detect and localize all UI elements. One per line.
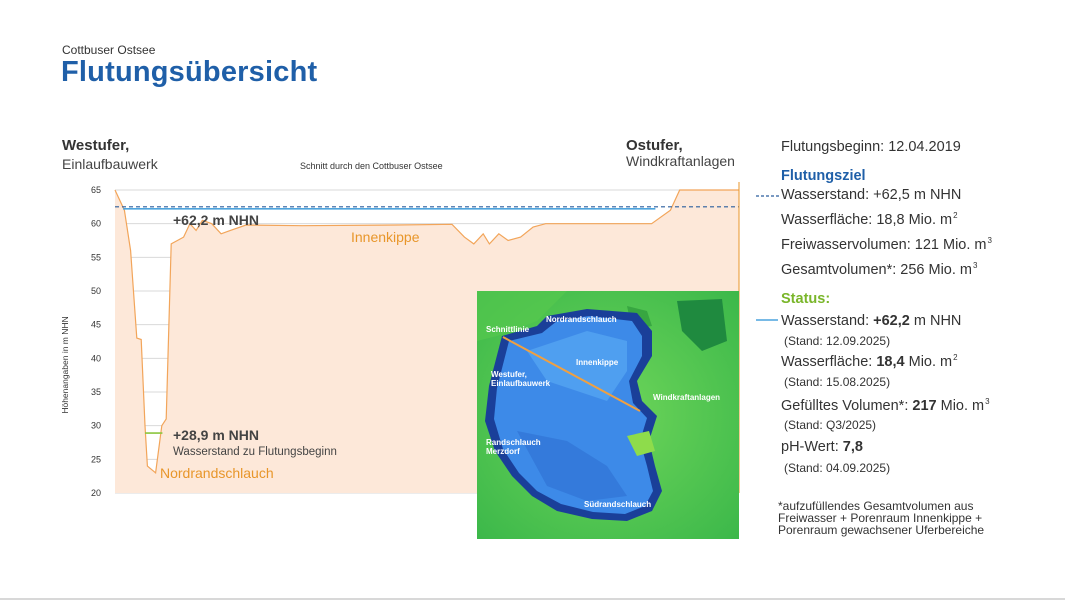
map-label-innenkippe: Innenkippe xyxy=(576,358,619,367)
status-ph xyxy=(781,439,863,455)
current-level-annotation: +62,2 m NHN xyxy=(173,212,259,228)
sup-3: 3 xyxy=(987,236,992,245)
east-shore-label: Ostufer, xyxy=(626,137,683,154)
west-shore-sublabel: Einlaufbauwerk xyxy=(62,156,158,172)
flooding-start: Flutungsbeginn: 12.04.2019 xyxy=(781,139,961,155)
map-label-nordrandschlauch: Nordrandschlauch xyxy=(546,315,617,324)
status-volume-unit: Mio. m xyxy=(940,398,985,414)
status-water-area-unit: Mio. m xyxy=(908,354,953,370)
status-heading: Status: xyxy=(781,291,831,307)
y-tick-label: 20 xyxy=(90,488,101,498)
status-ph-value: 7,8 xyxy=(842,439,863,455)
status-water-area-date: (Stand: 15.08.2025) xyxy=(784,375,891,389)
sup-2: 2 xyxy=(953,211,958,220)
west-shore-label: Westufer, xyxy=(62,137,130,154)
y-tick-label: 40 xyxy=(90,353,101,364)
map-label-windkraftanlagen: Windkraftanlagen xyxy=(653,393,721,402)
current-level-legend-swatch xyxy=(756,318,778,322)
map-label-schnittlinie: Schnittlinie xyxy=(486,325,530,334)
y-tick-label: 65 xyxy=(90,185,101,195)
status-volume-value: 217 xyxy=(912,398,937,414)
y-axis-ticks xyxy=(91,185,101,498)
status-water-level-label: Wasserstand: xyxy=(781,313,870,329)
page-subtitle: Cottbuser Ostsee xyxy=(62,43,156,57)
y-tick-label: 60 xyxy=(90,218,101,229)
footnote-line: Freiwasser + Porenraum Innenkippe + xyxy=(778,511,983,525)
y-tick-label: 30 xyxy=(90,420,101,431)
status-water-level xyxy=(781,313,961,329)
footnote xyxy=(778,500,1018,536)
target-heading: Flutungsziel xyxy=(781,168,866,184)
status-ph-date: (Stand: 04.09.2025) xyxy=(784,461,891,475)
map-label-randschlauch: Randschlauch xyxy=(486,438,541,447)
status-water-area-value: 18,4 xyxy=(876,354,905,370)
map-label-merzdorf: Merzdorf xyxy=(486,447,520,456)
y-tick-label: 55 xyxy=(90,252,101,263)
nordrandschlauch-label: Nordrandschlauch xyxy=(160,465,274,481)
target-water-area-label: Wasserfläche: 18,8 Mio. m xyxy=(781,212,953,228)
sup-3: 3 xyxy=(985,397,990,406)
sup-3: 3 xyxy=(973,261,978,270)
map-label-suedrandschlauch: Südrandschlauch xyxy=(584,500,652,509)
status-water-level-unit: m NHN xyxy=(913,313,962,329)
status-volume xyxy=(781,397,990,414)
status-water-level-date: (Stand: 12.09.2025) xyxy=(784,334,891,348)
map-label-einlaufbauwerk: Einlaufbauwerk xyxy=(491,379,551,388)
status-ph-label: pH-Wert: xyxy=(781,439,839,455)
target-total-volume xyxy=(781,261,977,278)
start-level-note: Wasserstand zu Flutungsbeginn xyxy=(173,446,337,458)
map-label-westufer: Westufer, xyxy=(491,370,527,379)
y-tick-label: 35 xyxy=(90,387,101,397)
y-axis-label: Höhenangaben in m NHN xyxy=(60,316,70,414)
east-shore-sublabel: Windkraftanlagen xyxy=(626,153,735,169)
status-volume-date: (Stand: Q3/2025) xyxy=(784,418,877,432)
lake-map-inset xyxy=(477,291,739,539)
sup-2: 2 xyxy=(953,353,958,362)
target-level-legend-swatch xyxy=(756,194,780,198)
status-volume-label: Gefülltes Volumen*: xyxy=(781,398,909,414)
y-tick-label: 50 xyxy=(90,286,101,296)
innenkippe-label: Innenkippe xyxy=(351,229,420,245)
start-level-annotation: +28,9 m NHN xyxy=(173,427,259,443)
y-tick-label: 25 xyxy=(90,454,101,465)
status-water-area-label: Wasserfläche: xyxy=(781,354,873,370)
footnote-line: *aufzufüllendes Gesamtvolumen aus xyxy=(778,499,974,513)
target-water-level: Wasserstand: +62,5 m NHN xyxy=(781,187,962,203)
status-water-area xyxy=(781,353,958,370)
y-tick-label: 45 xyxy=(90,319,101,330)
status-water-level-value: +62,2 xyxy=(873,313,910,329)
target-total-volume-label: Gesamtvolumen*: 256 Mio. m xyxy=(781,262,972,278)
target-water-area xyxy=(781,211,958,228)
page-title: Flutungsübersicht xyxy=(61,56,318,88)
chart-caption: Schnitt durch den Cottbuser Ostsee xyxy=(300,161,443,171)
target-free-water-label: Freiwasservolumen: 121 Mio. m xyxy=(781,237,987,253)
target-free-water-volume xyxy=(781,236,992,253)
footnote-line: Porenraum gewachsener Uferbereiche xyxy=(778,523,985,537)
